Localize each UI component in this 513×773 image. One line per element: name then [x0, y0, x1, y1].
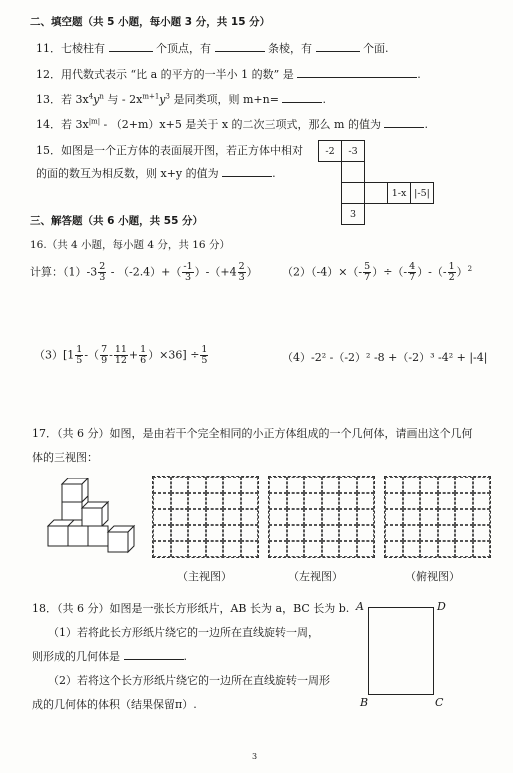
- net-cell: [342, 162, 365, 183]
- grid-cell: [473, 477, 491, 493]
- grid-cell: [473, 509, 491, 525]
- grid-cell: [304, 493, 322, 509]
- question-15-line1: 15．如图是一个正方体的表面展开图，若正方体中相对: [36, 144, 303, 157]
- grid-cell: [241, 493, 259, 509]
- answer-blank[interactable]: [297, 67, 417, 78]
- question-13: 13．若 $3x^4y^n$ 与 - $2x^{m+1}y^3$ 是同类项，则 m+n= .: [36, 92, 326, 106]
- grid-cell: [473, 541, 491, 557]
- grid-cell: [420, 541, 438, 557]
- question-18-part2-b: 成的几何体的体积（结果保留π）.: [32, 698, 197, 711]
- grid-cell: [455, 493, 473, 509]
- grid-cell: [287, 477, 305, 493]
- grid-cell: [206, 477, 224, 493]
- grid-cell: [171, 541, 189, 557]
- answer-blank[interactable]: [316, 41, 360, 52]
- front-view-label: （主视图）: [177, 570, 232, 583]
- grid-cell: [322, 493, 340, 509]
- label-c: C: [435, 696, 444, 709]
- front-view-grid[interactable]: [152, 476, 259, 558]
- grid-cell: [357, 541, 375, 557]
- grid-cell: [403, 477, 421, 493]
- grid-cell: [357, 509, 375, 525]
- grid-cell: [420, 477, 438, 493]
- net-cell: [342, 183, 365, 204]
- grid-cell: [420, 525, 438, 541]
- q16-part-1: 计算：（1）-3 $\frac{2}{3}$ - （-2.4）+（ $\frac{-1}{3}$ ）-（+4 $\frac{2}{3}$ ）: [30, 261, 258, 283]
- grid-cell: [304, 541, 322, 557]
- grid-cell: [339, 509, 357, 525]
- question-14: 14．若 $3x^{|m|} - (2+m)x+5$ 是关于 x 的二次三项式，那么 m 的值为 .: [36, 117, 428, 131]
- grid-cell: [455, 509, 473, 525]
- grid-cell: [171, 493, 189, 509]
- section-3-title: 三、解答题（共 6 小题，共 55 分）: [30, 215, 204, 227]
- grid-cell: [153, 525, 171, 541]
- grid-cell: [223, 541, 241, 557]
- cube-solid-figure: [42, 478, 137, 560]
- grid-cell: [241, 541, 259, 557]
- q16-part-3: （3）[1 $\frac{1}{5}$ -（ $\frac{7}{9}$ - $\frac{11}{12}$ + $\frac{1}{6}$ ）×36] ÷ $\frac{1}{5}$: [34, 344, 208, 366]
- grid-cell: [322, 477, 340, 493]
- grid-cell: [322, 509, 340, 525]
- answer-blank[interactable]: [384, 117, 424, 128]
- grid-cell: [153, 509, 171, 525]
- grid-cell: [438, 525, 456, 541]
- grid-cell: [223, 525, 241, 541]
- grid-cell: [188, 525, 206, 541]
- grid-cell: [385, 509, 403, 525]
- label-d: D: [437, 600, 446, 613]
- question-18-line1: 18．（共 6 分）如图是一张长方形纸片，AB 长为 a，BC 长为 b.: [32, 602, 350, 615]
- grid-cell: [241, 525, 259, 541]
- question-16-title: 16.（共 4 小题，每小题 4 分，共 16 分）: [30, 239, 230, 251]
- grid-cell: [339, 525, 357, 541]
- grid-cell: [322, 541, 340, 557]
- grid-cell: [171, 477, 189, 493]
- grid-cell: [420, 509, 438, 525]
- question-18-part1: （1）若将此长方形纸片绕它的一边所在直线旋转一周，: [48, 626, 319, 639]
- question-17-line1: 17．（共 6 分）如图，是由若干个完全相同的小正方体组成的一个几何体，请画出这个几何: [32, 427, 473, 440]
- grid-cell: [455, 477, 473, 493]
- grid-cell: [153, 541, 171, 557]
- left-view-label: （左视图）: [288, 570, 343, 583]
- rectangle-abcd: [368, 607, 434, 695]
- grid-cell: [339, 493, 357, 509]
- grid-cell: [339, 541, 357, 557]
- grid-cell: [269, 477, 287, 493]
- section-2-title: 二、填空题（共 5 小题，每小题 3 分，共 15 分）: [30, 16, 271, 28]
- cube-net: [318, 140, 434, 225]
- grid-cell: [438, 541, 456, 557]
- q16-part-2: （2）（-4）×（- $\frac{5}{7}$ ）÷（- $\frac{4}{7}$ ）-（- $\frac{1}{2}$ ）$^2$: [282, 261, 473, 283]
- grid-cell: [287, 509, 305, 525]
- grid-cell: [223, 509, 241, 525]
- question-18-part2: （2）若将这个长方形纸片绕它的一边所在直线旋转一周形: [48, 674, 330, 687]
- grid-cell: [269, 509, 287, 525]
- net-cell: 1-x: [388, 183, 411, 204]
- grid-cell: [188, 509, 206, 525]
- top-view-grid[interactable]: [384, 476, 491, 558]
- question-17-line2: 体的三视图：: [32, 451, 98, 464]
- page-number: 3: [252, 752, 258, 761]
- top-view-label: （俯视图）: [405, 570, 460, 583]
- grid-cell: [304, 525, 322, 541]
- grid-cell: [241, 509, 259, 525]
- question-12: 12．用代数式表示 “比 a 的平方的一半小 1 的数” 是 .: [36, 68, 421, 81]
- question-18-part1-answer: 则形成的几何体是 .: [32, 650, 187, 663]
- answer-blank[interactable]: [124, 649, 184, 660]
- grid-cell: [171, 509, 189, 525]
- grid-cell: [385, 477, 403, 493]
- grid-cell: [438, 509, 456, 525]
- grid-cell: [403, 493, 421, 509]
- grid-cell: [385, 541, 403, 557]
- net-cell: -2: [319, 141, 342, 162]
- grid-cell: [269, 525, 287, 541]
- grid-cell: [403, 509, 421, 525]
- grid-cell: [206, 525, 224, 541]
- grid-cell: [206, 493, 224, 509]
- grid-cell: [304, 509, 322, 525]
- grid-cell: [153, 477, 171, 493]
- grid-cell: [269, 541, 287, 557]
- grid-cell: [357, 477, 375, 493]
- grid-cell: [339, 477, 357, 493]
- question-11: 11．七棱柱有 个顶点，有 条棱，有 个面.: [36, 42, 389, 55]
- grid-cell: [385, 525, 403, 541]
- grid-cell: [357, 525, 375, 541]
- grid-cell: [473, 493, 491, 509]
- grid-cell: [455, 525, 473, 541]
- grid-cell: [269, 493, 287, 509]
- grid-cell: [241, 477, 259, 493]
- grid-cell: [385, 493, 403, 509]
- grid-cell: [153, 493, 171, 509]
- grid-cell: [188, 477, 206, 493]
- grid-cell: [223, 493, 241, 509]
- grid-cell: [455, 541, 473, 557]
- grid-cell: [322, 525, 340, 541]
- q16-part-4: （4）-2² -（-2）² -8 +（-2）³ -4² + |-4|: [282, 351, 488, 364]
- grid-cell: [188, 541, 206, 557]
- grid-cell: [403, 541, 421, 557]
- grid-cell: [438, 477, 456, 493]
- grid-cell: [403, 525, 421, 541]
- answer-blank[interactable]: [222, 166, 272, 177]
- grid-cell: [438, 493, 456, 509]
- label-b: B: [360, 696, 369, 709]
- grid-cell: [171, 525, 189, 541]
- grid-cell: [287, 541, 305, 557]
- net-cell: -3: [342, 141, 365, 162]
- grid-cell: [357, 493, 375, 509]
- net-cell: |-5|: [411, 183, 434, 204]
- grid-cell: [287, 525, 305, 541]
- question-15-line2: 的面的数互为相反数，则 x+y 的值为 .: [36, 167, 276, 180]
- grid-cell: [287, 493, 305, 509]
- label-a: A: [356, 600, 364, 613]
- grid-cell: [188, 493, 206, 509]
- grid-cell: [420, 493, 438, 509]
- answer-blank[interactable]: [215, 41, 265, 52]
- net-cell: [365, 183, 388, 204]
- net-cell: 3: [342, 204, 365, 225]
- grid-cell: [206, 541, 224, 557]
- grid-cell: [206, 509, 224, 525]
- left-view-grid[interactable]: [268, 476, 375, 558]
- answer-blank[interactable]: [109, 41, 153, 52]
- grid-cell: [223, 477, 241, 493]
- grid-cell: [473, 525, 491, 541]
- grid-cell: [304, 477, 322, 493]
- answer-blank[interactable]: [282, 92, 322, 103]
